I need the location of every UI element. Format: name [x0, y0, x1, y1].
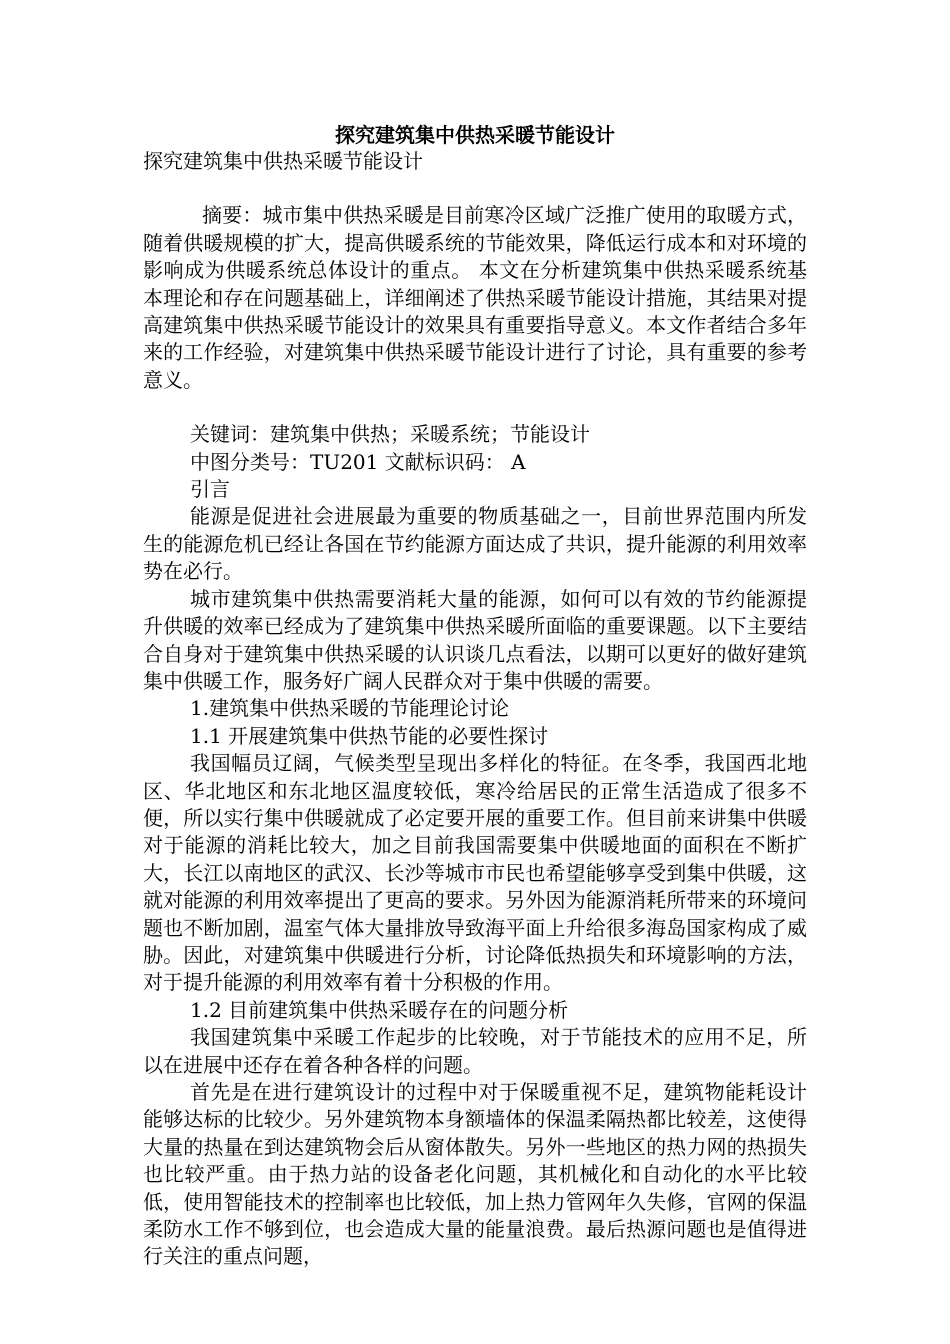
section-heading: 1.建筑集中供热采暖的节能理论讨论: [190, 696, 510, 721]
subsection-heading: 1.1 开展建筑集中供热节能的必要性探讨: [190, 723, 549, 748]
document-title: 探究建筑集中供热采暖节能设计: [335, 123, 615, 147]
spacer: [143, 175, 807, 202]
spacer: [143, 394, 807, 421]
classification-line: 中图分类号：TU201 文献标识码： A: [190, 449, 526, 474]
intro-heading: 引言: [190, 477, 230, 502]
body-paragraph: 能源是促进社会进展最为重要的物质基础之一，目前世界范围内所发生的能源危机已经让各国在节约能源方面达成了共识，提升能源的利用效率势在必行。: [143, 504, 807, 584]
keywords-line: 关键词：建筑集中供热；采暖系统；节能设计: [190, 422, 590, 447]
body-paragraph: 城市建筑集中供热需要消耗大量的能源，如何可以有效的节约能源提升供暖的效率已经成为了建筑集中供热采暖所面临的重要课题。以下主要结合自身对于建筑集中供热采暖的认识谈几点看法，以期可以更好的做好建筑集中供暖工作，服务好广阔人民群众对于集中供暖的需要。: [143, 586, 807, 693]
body-paragraph: 我国幅员辽阔，气候类型呈现出多样化的特征。在冬季，我国西北地区、华北地区和东北地区温度较低，寒冷给居民的正常生活造成了很多不便，所以实行集中供暖就成了必定要开展的重要工作。但目前来讲集中供暖对于能源的消耗比较大，加之目前我国需要集中供暖地面的面积在不断扩大，长江以南地区的武汉、长沙等城市市民也希望能够享受到集中供暖，这就对能源的利用效率提出了更高的要求。另外因为能源消耗所带来的环境问题也不断加剧，温室气体大量排放导致海平面上升给很多海岛国家构成了威胁。因此，对建筑集中供暖进行分析，讨论降低热损失和环境影响的方法，对于提升能源的利用效率有着十分积极的作用。: [143, 751, 807, 995]
body-paragraph: 首先是在进行建筑设计的过程中对于保暖重视不足，建筑物能耗设计能够达标的比较少。另外建筑物本身额墙体的保温柔隔热都比较差，这使得大量的热量在到达建筑物会后从窗体散失。另外一些地区的热力网的热损失也比较严重。由于热力站的设备老化问题，其机械化和自动化的水平比较低，使用智能技术的控制率也比较低，加上热力管网年久失修，官网的保温柔防水工作不够到位，也会造成大量的能量浪费。最后热源问题也是值得进行关注的重点问题，: [143, 1080, 807, 1269]
document-subtitle: 探究建筑集中供热采暖节能设计: [143, 149, 423, 173]
document-body: [143, 148, 807, 1271]
subsection-heading: 1.2 目前建筑集中供热采暖存在的问题分析: [190, 997, 569, 1022]
abstract-paragraph: 摘要：城市集中供热采暖是目前寒冷区域广泛推广使用的取暖方式，随着供暖规模的扩大，提高供暖系统的节能效果，降低运行成本和对环境的影响成为供暖系统总体设计的重点。 本文在分析建筑集中供热采暖系统基本理论和存在问题基础上，详细阐述了供热采暖节能设计措施，其结果对提高建筑集中供热采暖节能设计的效果具有重要指导意义。本文作者结合多年来的工作经验，对建筑集中供热采暖节能设计进行了讨论，具有重要的参考意义。: [143, 203, 807, 392]
body-paragraph: 我国建筑集中采暖工作起步的比较晚，对于节能技术的应用不足，所以在进展中还存在着各种各样的问题。: [143, 1025, 807, 1077]
